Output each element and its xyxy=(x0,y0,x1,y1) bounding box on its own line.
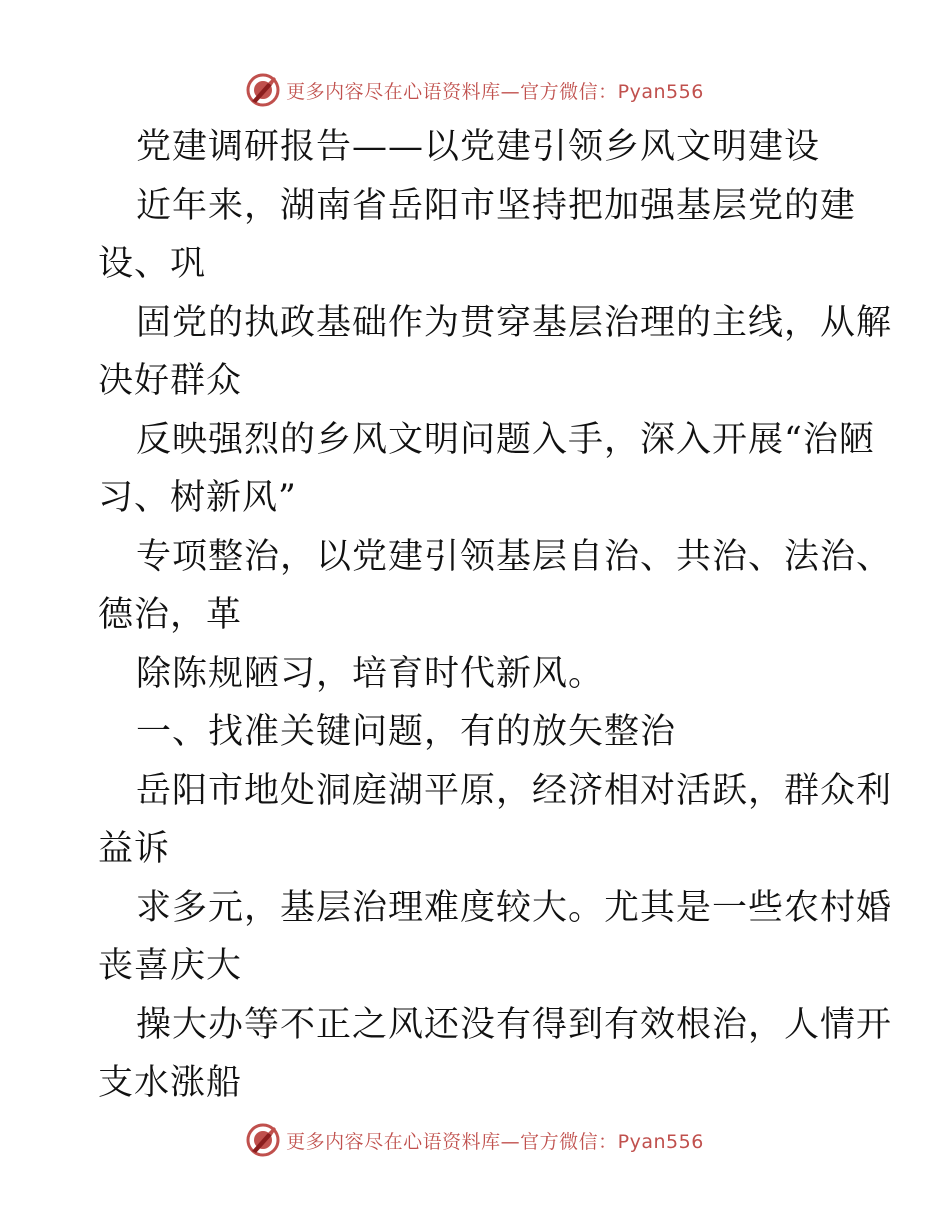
paragraph-line: 求多元，基层治理难度较大。尤其是一些农村婚 xyxy=(136,887,893,928)
document-title: 党建调研报告——以党建引领乡风文明建设 xyxy=(136,127,821,167)
pen-logo-icon xyxy=(246,73,280,107)
paragraph-line: 德治，革 xyxy=(98,595,243,635)
paragraph-line: 益诉 xyxy=(98,829,171,869)
paragraph-line: 近年来，湖南省岳阳市坚持把加强基层党的建 xyxy=(136,185,857,226)
document-body xyxy=(98,118,893,1113)
header-banner-text: 更多内容尽在心语资料库—官方微信：Pyan556 xyxy=(286,80,704,103)
paragraph-line: 操大办等不正之风还没有得到有效根治，人情开 xyxy=(136,1004,893,1045)
paragraph-line: 习、树新风” xyxy=(98,478,297,518)
paragraph-line: 支水涨船 xyxy=(98,1063,243,1103)
footer-banner-text: 更多内容尽在心语资料库—官方微信：Pyan556 xyxy=(286,1130,704,1153)
paragraph-line: 岳阳市地处洞庭湖平原，经济相对活跃，群众利 xyxy=(136,770,893,811)
pen-logo-icon xyxy=(246,1123,280,1157)
paragraph-line: 除陈规陋习，培育时代新风。 xyxy=(136,653,605,694)
paragraph-line: 反映强烈的乡风文明问题入手，深入开展“治陋 xyxy=(136,419,875,460)
paragraph-line: 设、巩 xyxy=(98,244,207,284)
paragraph-line: 专项整治，以党建引领基层自治、共治、法治、 xyxy=(136,536,893,577)
section-heading: 一、找准关键问题，有的放矢整治 xyxy=(136,712,677,752)
footer-banner xyxy=(0,1120,950,1160)
header-banner xyxy=(0,70,950,110)
paragraph-line: 固党的执政基础作为贯穿基层治理的主线，从解 xyxy=(136,302,893,343)
paragraph-line: 丧喜庆大 xyxy=(98,946,243,986)
paragraph-line: 决好群众 xyxy=(98,361,243,401)
